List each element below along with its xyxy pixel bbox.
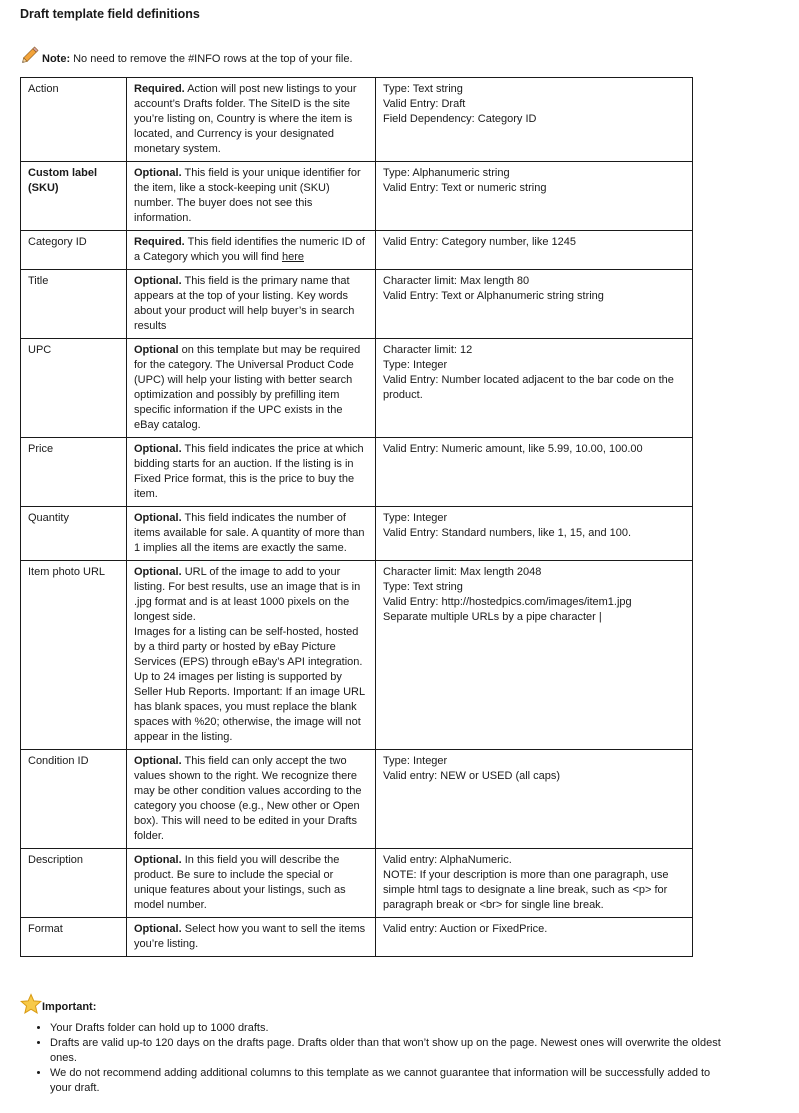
table-row <box>21 561 693 750</box>
detail-line: Valid entry: NEW or USED (all caps) <box>383 770 561 782</box>
table-row <box>21 162 693 231</box>
list-item: • Drafts are valid up-to 120 days on the drafts page. Drafts older than that won’t show up on the page. Newest ones will overwrite the oldest ones. <box>50 1036 730 1066</box>
list-item: • Your Drafts folder can hold up to 1000 drafts. <box>50 1021 730 1036</box>
description-text: This field can only accept the two values shown to the right. We recognize there may be other condition values according to the category you choose (e.g., New other or Open box). This will need to be edited in your Drafts folder. <box>134 755 362 842</box>
field-name: Price <box>28 443 54 455</box>
field-name: Format <box>28 923 63 935</box>
star-icon <box>20 993 42 1015</box>
field-name-cell <box>21 270 127 339</box>
field-name: Quantity <box>28 512 69 524</box>
table-row <box>21 438 693 507</box>
field-description-cell <box>127 750 376 849</box>
description-paragraph <box>134 274 368 334</box>
field-name: Item photo URL <box>28 566 106 578</box>
description-text: Up to 24 images per listing is supported by Seller Hub Reports. Important: If an image URL has blank spaces, you must replace the blank spaces with %20; otherwise, the image will not appear in the listing. <box>134 671 365 743</box>
detail-line: Type: Integer <box>383 512 448 524</box>
note-label: Note: <box>42 53 71 65</box>
field-details-cell <box>376 339 693 438</box>
description-paragraph <box>134 82 368 157</box>
field-details-cell <box>376 231 693 270</box>
field-details-cell <box>376 78 693 162</box>
note <box>20 41 353 65</box>
description-paragraph <box>134 754 368 844</box>
field-name-cell <box>21 78 127 162</box>
detail-line: Character limit: Max length 2048 <box>383 566 542 578</box>
detail-line: NOTE: If your description is more than one paragraph, use simple html tags to designate a line break, such as <p> for paragraph break or <br> for single line break. <box>383 869 669 911</box>
table-row <box>21 231 693 270</box>
field-name-cell <box>21 339 127 438</box>
field-details-cell <box>376 849 693 918</box>
detail-line: Type: Alphanumeric string <box>383 167 510 179</box>
requirement-label: Optional. <box>134 275 182 287</box>
detail-line: Valid Entry: Text or Alphanumeric string string <box>383 290 604 302</box>
description-text: URL of the image to add to your listing. For best results, use an image that is in .jpg format and is at least 1000 pixels on the longest side. <box>134 566 361 623</box>
field-definitions-table <box>20 77 693 957</box>
description-paragraph <box>134 625 368 670</box>
field-name-cell <box>21 438 127 507</box>
field-description-cell <box>127 339 376 438</box>
requirement-label: Optional. <box>134 443 182 455</box>
description-text: This field indicates the price at which bidding starts for an auction. If the listing is in Fixed Price format, this is the price to buy the item. <box>134 443 364 500</box>
description-text: on this template but may be required for the category. The Universal Product Code (UPC) will help your listing with better search optimization and possibly by prefilling item specific information if the UPC exists in the eBay catalog. <box>134 344 361 431</box>
detail-line: Valid Entry: http://hostedpics.com/images/item1.jpg <box>383 596 632 608</box>
detail-line: Character limit: 12 <box>383 344 473 356</box>
table-row <box>21 750 693 849</box>
detail-line: Valid Entry: Numeric amount, like 5.99, 10.00, 100.00 <box>383 443 643 455</box>
list-item: • We do not recommend adding additional columns to this template as we cannot guarantee that information will be successfully added to your draft. <box>50 1066 730 1096</box>
note-text: No need to remove the #INFO rows at the top of your file. <box>73 53 353 65</box>
description-text: Images for a listing can be self-hosted, hosted by a third party or hosted by eBay Picture Services (EPS) through eBay’s API integration. <box>134 626 363 668</box>
field-name-cell <box>21 849 127 918</box>
field-name-cell <box>21 162 127 231</box>
field-name: Condition ID <box>28 755 89 767</box>
field-description-cell <box>127 162 376 231</box>
field-name: Action <box>28 83 59 95</box>
field-name: Custom label (SKU) <box>28 167 98 194</box>
table-row <box>21 849 693 918</box>
description-text: This field identifies the numeric ID of a Category which you will find <box>134 236 365 263</box>
table-row <box>21 270 693 339</box>
field-name-cell <box>21 750 127 849</box>
description-text: Action will post new listings to your account’s Drafts folder. The SiteID is the site you’re listing on, Country is where the item is located, and Currency is your designated monetary system. <box>134 83 357 155</box>
field-name: UPC <box>28 344 52 356</box>
field-description-cell <box>127 231 376 270</box>
requirement-label: Optional. <box>134 923 182 935</box>
requirement-label: Required. <box>134 83 185 95</box>
field-name-cell <box>21 561 127 750</box>
description-paragraph <box>134 343 368 433</box>
requirement-label: Optional. <box>134 167 182 179</box>
description-paragraph <box>134 511 368 556</box>
requirement-label: Optional. <box>134 512 182 524</box>
field-description-cell <box>127 438 376 507</box>
description-paragraph <box>134 166 368 226</box>
detail-line: Valid Entry: Draft <box>383 98 466 110</box>
description-paragraph <box>134 670 368 745</box>
important-label: Important: <box>42 1001 97 1013</box>
important-heading <box>20 993 96 1015</box>
field-description-cell <box>127 270 376 339</box>
description-text: Select how you want to sell the items you’re listing. <box>134 923 366 950</box>
requirement-label: Optional. <box>134 854 182 866</box>
field-details-cell <box>376 270 693 339</box>
detail-line: Type: Integer <box>383 755 448 767</box>
detail-line: Valid entry: AlphaNumeric. <box>383 854 512 866</box>
pencil-icon <box>20 43 42 65</box>
description-paragraph <box>134 853 368 913</box>
requirement-label: Required. <box>134 236 185 248</box>
table-row <box>21 78 693 162</box>
field-name-cell <box>21 918 127 957</box>
detail-line: Valid Entry: Standard numbers, like 1, 15, and 100. <box>383 527 632 539</box>
requirement-label: Optional. <box>134 755 182 767</box>
table-row <box>21 507 693 561</box>
detail-line: Separate multiple URLs by a pipe character | <box>383 611 602 623</box>
field-name: Title <box>28 275 49 287</box>
requirement-label: Optional. <box>134 566 182 578</box>
important-list <box>20 1021 730 1096</box>
field-details-cell <box>376 918 693 957</box>
detail-line: Valid entry: Auction or FixedPrice. <box>383 923 548 935</box>
field-description-cell <box>127 561 376 750</box>
description-text: This field is your unique identifier for the item, like a stock-keeping unit (SKU) number. The buyer does not see this information. <box>134 167 361 224</box>
detail-line: Field Dependency: Category ID <box>383 113 537 125</box>
field-details-cell <box>376 561 693 750</box>
detail-line: Valid Entry: Category number, like 1245 <box>383 236 577 248</box>
requirement-label: Optional <box>134 344 179 356</box>
detail-line: Type: Integer <box>383 359 448 371</box>
description-text: In this field you will describe the product. Be sure to include the special or unique features about your listings, such as model number. <box>134 854 346 911</box>
description-paragraph <box>134 565 368 625</box>
field-description-cell <box>127 507 376 561</box>
field-description-cell <box>127 78 376 162</box>
field-details-cell <box>376 507 693 561</box>
field-name: Category ID <box>28 236 87 248</box>
field-description-cell <box>127 849 376 918</box>
table-row <box>21 918 693 957</box>
field-details-cell <box>376 162 693 231</box>
description-paragraph <box>134 922 368 952</box>
description-text: This field indicates the number of items available for sale. A quantity of more than 1 implies all the items are exactly the same. <box>134 512 365 554</box>
field-details-cell <box>376 438 693 507</box>
field-name-cell <box>21 231 127 270</box>
page-title: Draft template field definitions <box>20 7 200 21</box>
detail-line: Character limit: Max length 80 <box>383 275 530 287</box>
field-name-cell <box>21 507 127 561</box>
table-row <box>21 339 693 438</box>
field-name: Description <box>28 854 84 866</box>
detail-line: Valid Entry: Text or numeric string <box>383 182 547 194</box>
category-link[interactable]: here <box>281 251 304 263</box>
detail-line: Valid Entry: Number located adjacent to the bar code on the product. <box>383 374 674 401</box>
detail-line: Type: Text string <box>383 581 463 593</box>
detail-line: Type: Text string <box>383 83 463 95</box>
field-description-cell <box>127 918 376 957</box>
description-text: This field is the primary name that appears at the top of your listing. Key words about your product will help buyer’s in search results <box>134 275 355 332</box>
description-paragraph <box>134 442 368 502</box>
description-paragraph <box>134 235 368 265</box>
field-details-cell <box>376 750 693 849</box>
